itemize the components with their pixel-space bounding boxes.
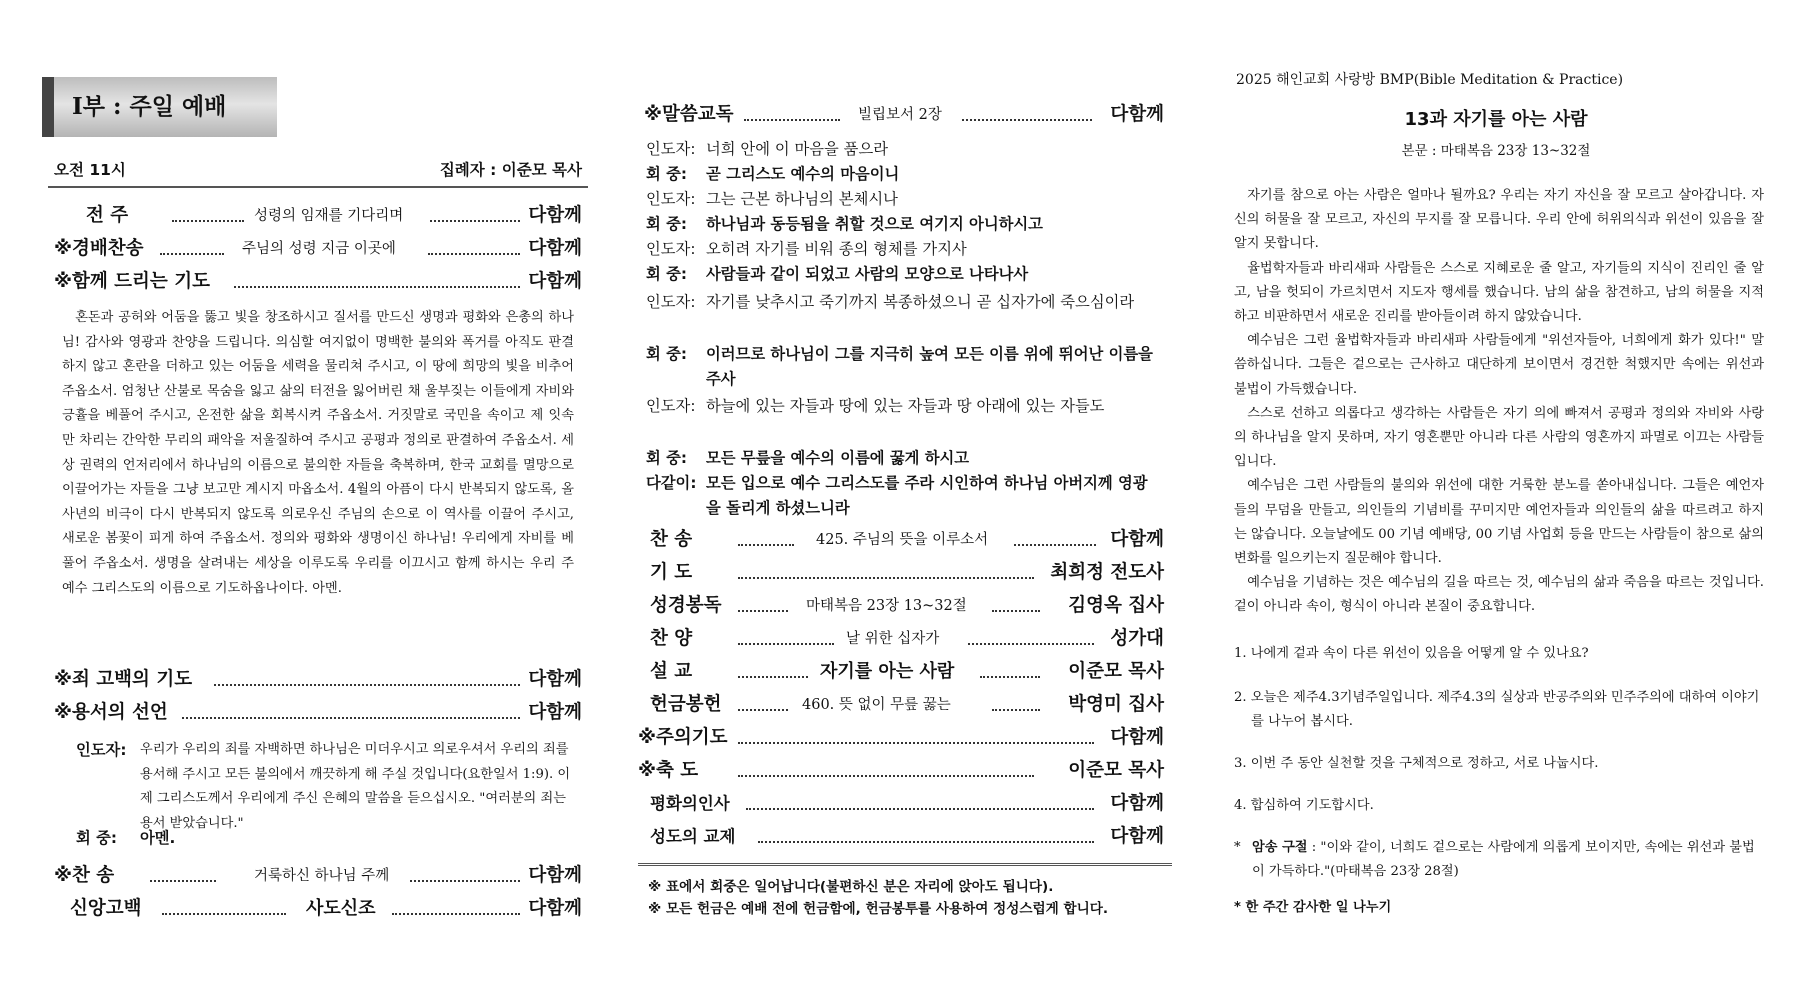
note-line: ※ 모든 헌금은 예배 전에 헌금함에, 헌금봉투를 사용하여 정성스럽게 합니다. xyxy=(648,901,1109,917)
reading-line: 인도자: 너희 안에 이 마음을 품으라 xyxy=(646,140,888,158)
order-item-prayer: 기 도 최희정 전도사 xyxy=(650,562,1164,583)
lesson-paragraph: 예수님을 기념하는 것은 예수님의 길을 따르는 것, 예수님의 삶과 죽음을 따르는 것입니다. 겉이 아니라 속이, 형식이 아니라 본질이 중요합니다. xyxy=(1234,575,1764,615)
service-leader: 집례자 : 이준모 목사 xyxy=(439,161,582,179)
order-item-creed: 신앙고백 사도신조 다함께 xyxy=(70,898,582,919)
order-item-responsive-reading: ※말씀교독 빌립보서 2장 다함께 xyxy=(644,104,1164,125)
lesson-body xyxy=(1234,184,1764,620)
note-line: ※ 표에서 회중은 일어납니다(불편하신 분은 자리에 앉아도 됩니다). xyxy=(648,879,1054,895)
lesson-paragraph: 예수님은 그런 사람들의 불의와 위선에 대한 거룩한 분노를 쏟아내십니다. 그들은 예언자들의 무덤을 만들고, 의인들의 기념비를 꾸미지만 예언자들과 의인들의 삶을 따르려고 하지는 않습니다. 오늘날에도 00 기념 예배당, 00 기념 사업회 등을 만드는 사람들이 참으로 삶의 변화를 일으키는지 질문해야 합니다. xyxy=(1234,478,1764,567)
order-item-hymn: ※찬 송 거룩하신 하나님 주께 다함께 xyxy=(54,865,582,886)
order-item-greeting: 평화의인사 다함께 xyxy=(650,793,1164,814)
order-item-absolution: ※용서의 선언 다함께 xyxy=(54,702,582,723)
order-item-scripture: 성경봉독 마태복음 23장 13~32절 김영옥 집사 xyxy=(650,595,1164,616)
section-title: I부 : 주일 예배 xyxy=(42,77,277,137)
memory-verse-text: : "이와 같이, 너희도 겉으로는 사람에게 의롭게 보이지만, 속에는 위선과 불법이 가득하다."(마태복음 23장 28절) xyxy=(1252,840,1755,880)
order-item-anthem: 찬 양 날 위한 십자가 성가대 xyxy=(650,628,1164,649)
joint-prayer-text: 혼돈과 공허와 어둠을 뚫고 빛을 창조하시고 질서를 만드신 생명과 평화와 은총의 하나님! 감사와 영광과 찬양을 드립니다. 의심할 여지없이 명백한 불의와 폭거를 아직도 판결하지 않고 혼란을 더하고 있는 어둠을 세력을 물리쳐 주시고, 이 땅에 희망의 빛을 비추어 주옵소서. 엄청난 산불로 목숨을 잃고 삶의 터전을 잃어버린 채 울부짖는 이들에게 자비와 긍휼을 베풀어 주시고, 온전한 삶을 회복시켜 주옵소서. 거짓말로 국민을 속이고 제 잇속만 차리는 간악한 무리의 패악을 저울질하여 주시고 공평과 정의로 판결하여 주옵소서. 세상 권력의 언저리에서 하나님의 이름으로 불의한 자들을 축복하며, 한국 교회를 멸망으로 이끌어가는 자들을 그냥 보고만 계시지 마옵소서. 4월의 아픔이 다시 반복되지 않도록, 올사년의 비극이 다시 반복되지 않도록 의로우신 주님의 손으로 이 역사를 이끌어 주시고, 새로운 봄꽃이 피게 하여 주옵소서. 정의와 평화와 생명이신 하나님! 우리에게 자비를 베풀어 주옵소서. 생명을 살려내는 세상을 이루도록 우리를 이끄시고 함께 하시는 우리 주 예수 그리스도의 이름으로 기도하옵나이다. 아멘. xyxy=(62,310,574,596)
lesson-paragraph: 율법학자들과 바리새파 사람들은 스스로 지혜로운 줄 알고, 자기들의 지식이 진리인 줄 알고, 남을 헛되이 가르치면서 지도자 행세를 했습니다. 남의 삶을 참견하고, 남의 허물을 지적하고 비판하면서 새로운 진리를 받아들이려 하지 않았습니다. xyxy=(1234,260,1764,325)
reading-line: 회 중: 사람들과 같이 되었고 사람의 모양으로 나타나사 xyxy=(646,265,1029,283)
reading-line: 회 중: 모든 무릎을 예수의 이름에 꿇게 하시고 xyxy=(646,449,970,467)
question-item: 3. 이번 주 동안 실천할 것을 구체적으로 정하고, 서로 나눕시다. xyxy=(1234,756,1599,771)
gratitude-sharing: * 한 주간 감사한 일 나누기 xyxy=(1234,900,1392,915)
memory-verse xyxy=(1234,836,1764,884)
absolution-text: 인도자: 우리가 우리의 죄를 자백하면 하나님은 미더우시고 의로우셔서 우리의 죄를 용서해 주시고 모든 불의에서 깨끗하게 해 주실 것입니다(요한일서 1:9). 이제 그리스도께서 우리에게 주신 은혜의 말씀을 듣으십시오. "여러분의 죄는 용서 받았습니다." xyxy=(76,741,571,831)
reading-line: 인도자: 그는 근본 하나님의 본체시나 xyxy=(646,190,898,208)
header-divider xyxy=(48,186,588,188)
order-item-confession: ※죄 고백의 기도 다함께 xyxy=(54,669,582,690)
reading-line: 회 중: 곧 그리스도 예수의 마음이니 xyxy=(646,165,900,183)
order-item-joint-prayer: ※함께 드리는 기도 다함께 xyxy=(54,271,582,292)
lesson-passage: 본문 : 마태복음 23장 13~32절 xyxy=(1401,143,1591,159)
reading-line: 인도자: 하늘에 있는 자들과 땅에 있는 자들과 땅 아래에 있는 자들도 xyxy=(646,397,1105,415)
order-item-fellowship: 성도의 교제 다함께 xyxy=(650,826,1164,847)
reading-line: 회 중: 이러므로 하나님이 그를 지극히 높여 모든 이름 위에 뛰어난 이름을 주사 xyxy=(646,345,1153,388)
order-item-prelude: 전 주 성령의 임재를 기다리며 다함께 xyxy=(86,205,582,226)
order-item-sermon: 설 교 자기를 아는 사람 이준모 목사 xyxy=(650,661,1164,682)
notes-divider xyxy=(638,863,1172,866)
service-info-row xyxy=(54,158,582,182)
question-item: 4. 합심하여 기도합시다. xyxy=(1234,798,1374,813)
reading-line: 인도자: 오히려 자기를 비워 종의 형체를 가지사 xyxy=(646,240,967,258)
memory-verse-label: 암송 구절 xyxy=(1252,840,1308,855)
service-time: 오전 11시 xyxy=(54,161,126,179)
lesson-paragraph: 스스로 선하고 의롭다고 생각하는 사람들은 자기 의에 빠져서 공평과 정의와 자비와 사랑의 하나님을 알지 못하며, 자기 영혼뿐만 아니라 다른 사람의 영혼까지 파멸로 이끄는 사람들입니다. xyxy=(1234,405,1764,470)
absolution-response: 회 중: 아멘. xyxy=(76,829,176,847)
order-item-hymn-2: 찬 송 425. 주님의 뜻을 이루소서 다함께 xyxy=(650,529,1164,550)
lesson-paragraph: 자기를 참으로 아는 사람은 얼마나 될까요? 우리는 자기 자신을 잘 모르고 살아갑니다. 자신의 허물을 잘 모르고, 자신의 무지를 잘 모릅니다. 우리 안에 허위의식과 위선이 있음을 잘 알지 못합니다. xyxy=(1234,188,1764,252)
study-header: 2025 해인교회 사랑방 BMP(Bible Meditation & Practice) xyxy=(1236,72,1624,88)
lesson-paragraph: 예수님은 그런 율법학자들과 바리새파 사람들에게 "위선자들아, 너희에게 화가 있다!" 말씀하십니다. 그들은 겉으로는 근사하고 대단하게 보이면서 경건한 척했지만 속에는 위선과 불법이 가득했습니다. xyxy=(1234,333,1764,397)
reading-line: 다같이: 모든 입으로 예수 그리스도를 주라 시인하여 하나님 아버지께 영광을 돌리게 하셨느니라 xyxy=(646,474,1148,517)
reading-line: 인도자: 자기를 낮추시고 죽기까지 복종하셨으니 곧 십자가에 죽으심이라 xyxy=(646,293,1135,311)
order-item-lords-prayer: ※주의기도 다함께 xyxy=(638,727,1164,748)
order-item-offering: 헌금봉헌 460. 뜻 없이 무릎 꿇는 박영미 집사 xyxy=(650,694,1164,715)
order-item-praise-hymn: ※경배찬송 주님의 성령 지금 이곳에 다함께 xyxy=(54,238,582,259)
question-item: 2. 오늘은 제주4.3기념주일입니다. 제주4.3의 실상과 반공주의와 민주주의에 대하여 이야기를 나누어 봅시다. xyxy=(1234,690,1760,730)
reading-line: 회 중: 하나님과 동등됨을 취할 것으로 여기지 아니하시고 xyxy=(646,215,1043,233)
bullet-marker: * xyxy=(1234,840,1241,855)
lesson-title: 13과 자기를 아는 사람 xyxy=(1404,109,1588,130)
question-item: 1. 나에게 겉과 속이 다른 위선이 있음을 어떻게 알 수 있나요? xyxy=(1234,646,1589,661)
order-item-benediction: ※축 도 이준모 목사 xyxy=(638,760,1164,781)
